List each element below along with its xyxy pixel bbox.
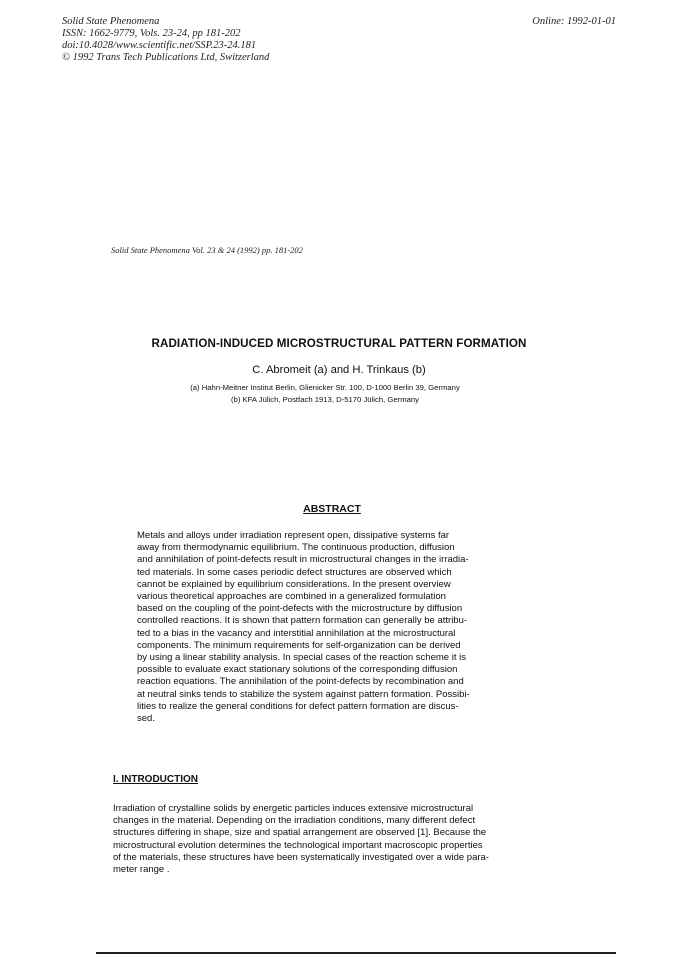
abstract-line: ted to a bias in the vacancy and interstitial annihilation at the microstructural	[137, 627, 456, 639]
introduction-line: Irradiation of crystalline solids by energetic particles induces extensive microstructural	[113, 803, 474, 814]
online-date: Online: 1992-01-01	[532, 16, 616, 27]
introduction-line: of the materials, these structures have been systematically investigated over a wide para-	[113, 851, 489, 863]
paper-authors: C. Abromeit (a) and H. Trinkaus (b)	[252, 364, 426, 376]
publication-copyright: © 1992 Trans Tech Publications Ltd, Switzerland	[62, 52, 270, 63]
introduction-line: microstructural evolution determines the technological important macroscopic properties	[113, 839, 483, 851]
abstract-line: away from thermodynamic equilibrium. The continuous production, diffusion	[137, 542, 455, 554]
abstract-line: Metals and alloys under irradiation represent open, dissipative systems far	[137, 530, 450, 541]
abstract-line: cannot be explained by equilibrium considerations. In the present overview	[137, 578, 451, 590]
abstract-line: by using a linear stability analysis. In special cases of the reaction scheme it is	[137, 652, 466, 664]
abstract-line: ted materials. In some cases periodic defect structures are observed which	[137, 566, 452, 578]
abstract-line: based on the coupling of the point-defects with the microstructure by diffusion	[137, 603, 463, 615]
abstract-line: components. The minimum requirements for self-organization can be derived	[137, 639, 461, 651]
publication-issn: ISSN: 1662-9779, Vols. 23-24, pp 181-202	[62, 28, 241, 39]
abstract-line: lities to realize the general conditions for defect pattern formation are discus-	[137, 700, 459, 712]
abstract-line: various theoretical approaches are combined in a generalized formulation	[137, 591, 446, 603]
introduction-heading: I. INTRODUCTION	[113, 774, 198, 785]
abstract-line: and annihilation of point-defects result in microstructural changes in the irradia-	[137, 554, 469, 566]
abstract-line: reaction equations. The annihilation of the point-defects by recombination and	[137, 676, 464, 688]
abstract-line: possible to evaluate exact stationary solutions of the corresponding diffusion	[137, 664, 458, 676]
introduction-body	[113, 803, 553, 876]
abstract-line: controlled reactions. It is shown that pattern formation can generally be attribu-	[137, 615, 468, 627]
introduction-line: meter range .	[113, 864, 170, 876]
introduction-line: changes in the material. Depending on the irradiation conditions, many different defect	[113, 815, 476, 827]
abstract-heading: ABSTRACT	[303, 503, 361, 515]
publication-journal: Solid State Phenomena	[62, 16, 160, 27]
introduction-line: structures differing in shape, size and spatial arrangement are observed [1]. Because the	[113, 827, 487, 839]
abstract-line: sed.	[137, 713, 155, 725]
publication-info	[62, 16, 269, 64]
affiliation-b: (b) KFA Jülich, Postfach 1913, D-5170 Jülich, Germany	[230, 395, 419, 404]
abstract-line: at neutral sinks tends to stabilize the system against pattern formation. Possibi-	[137, 688, 470, 700]
abstract-body	[137, 530, 537, 725]
publication-doi[interactable]: doi:10.4028/www.scientific.net/SSP.23-24.181	[62, 40, 257, 51]
paper-title: RADIATION-INDUCED MICROSTRUCTURAL PATTERN FORMATION	[151, 337, 527, 350]
journal-citation: Solid State Phenomena Vol. 23 & 24 (1992) pp. 181-202	[111, 245, 303, 255]
footer-rule	[96, 952, 616, 954]
affiliation-a: (a) Hahn-Meitner Institut Berlin, Glienicker Str. 100, D-1000 Berlin 39, Germany	[190, 383, 460, 392]
